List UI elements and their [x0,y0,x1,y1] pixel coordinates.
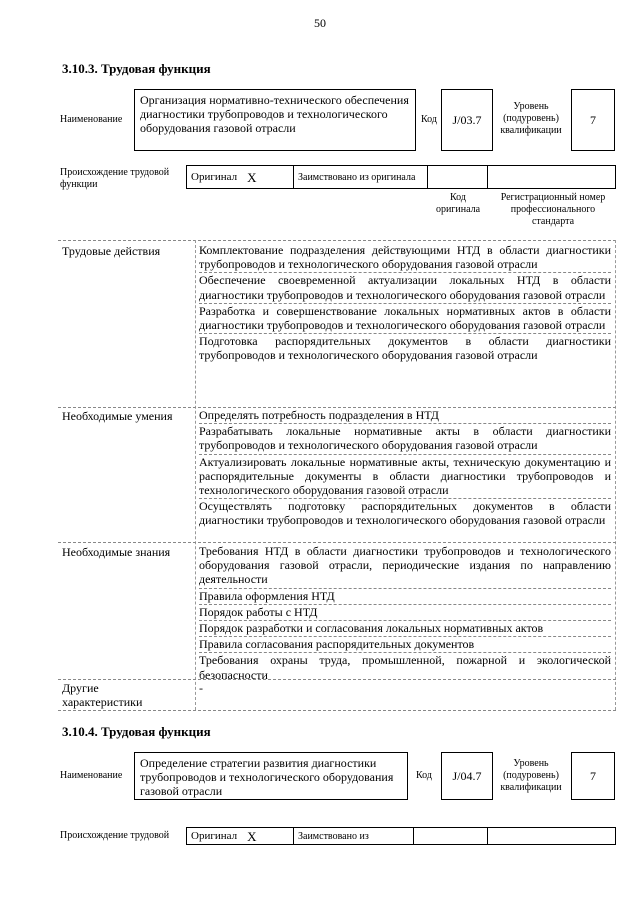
row-label-knowledge: Необходимые знания [62,545,171,559]
code-label: Код [416,770,432,781]
name-label: Наименование [60,770,123,781]
page-number: 50 [314,16,326,30]
code-original-cell [414,828,488,844]
list-item: Осуществлять подготовку распорядительных документов в области диагностики трубопроводов и технологического оборудования газовой отрасли [199,499,611,528]
level-box: 7 [571,89,615,151]
code-label: Код [421,114,437,125]
list-item: Требования охраны труда, промышленной, пожарной и экологической безопасности [199,653,611,682]
list-item: Обеспечение своевременной актуализации локальных НТД в области диагностики трубопроводов и технологического оборудования газовой отрасли [199,273,611,303]
list-item: Порядок работы с НТД [199,605,611,621]
list-item: Разработка и совершенствование локальных нормативных актов в области диагностики трубопроводов и технологического оборудования газовой отрасли [199,304,611,334]
table-top-border [58,240,616,241]
row-separator [58,542,616,543]
list-item: Разрабатывать локальные нормативные акты в области диагностики трубопроводов и технологического оборудования газовой отрасли [199,424,611,454]
origin-table [186,165,616,189]
list-item: Подготовка распорядительных документов в области диагностики трубопроводов и технологического оборудования газовой отрасли [199,334,611,363]
original-cell [187,828,294,844]
level-box: 7 [571,752,615,800]
original-mark: X [247,828,257,844]
list-item: Требования НТД в области диагностики трубопроводов и технологического оборудования газовой отрасли, периодические издания по направлению деятельности [199,544,611,589]
table-bottom-border [58,710,616,711]
skills-list [199,408,611,529]
code-original-cell [428,166,488,188]
origin-label: Происхождение трудовой функции [60,167,170,190]
section-title: 3.10.3. Трудовая функция [62,61,211,76]
row-separator [58,679,616,680]
borrowed-cell: Заимствовано из [294,828,414,844]
reg-number-label: Регистрационный номер профессионального стандарта [500,192,606,227]
code-box: J/03.7 [441,89,493,151]
table-column-divider [195,240,196,710]
origin-table [186,827,616,845]
code-box: J/04.7 [441,752,493,800]
list-item: Правила оформления НТД [199,589,611,605]
list-item: Комплектование подразделения действующими НТД в области диагностики трубопроводов и технологического оборудования газовой отрасли [199,243,611,273]
other-value: - [199,681,203,695]
row-label-other: Другие характеристики [62,681,143,709]
code-original-label: Код оригинала [435,192,481,215]
row-label-actions: Трудовые действия [62,244,161,258]
original-cell [187,166,294,188]
reg-number-cell [488,828,615,844]
list-item: Определять потребность подразделения в НТД [199,408,611,424]
list-item: Актуализировать локальные нормативные акты, техническую документацию и распорядительные документы в области диагностики трубопроводов и технологического оборудования газовой отрасли [199,455,611,500]
function-name-box: Организация нормативно-технического обеспечения диагностики трубопроводов и технологического оборудования газовой отрасли [134,89,416,151]
function-name-box: Определение стратегии развития диагностики трубопроводов и технологического оборудования газовой отрасли [134,752,408,800]
original-mark: X [247,169,257,185]
original-label: Оригинал [191,829,238,842]
original-label: Оригинал [191,170,238,183]
borrowed-cell: Заимствовано из оригинала [294,166,428,188]
level-label: Уровень (подуровень) квалификации [500,101,562,136]
origin-label: Происхождение трудовой [60,830,170,841]
reg-number-cell [488,166,615,188]
actions-list [199,243,611,364]
list-item: Правила согласования распорядительных документов [199,637,611,653]
section-title: 3.10.4. Трудовая функция [62,724,211,739]
name-label: Наименование [60,114,123,125]
table-right-border [615,240,616,710]
knowledge-list [199,544,611,683]
row-label-skills: Необходимые умения [62,409,173,423]
level-label: Уровень (подуровень) квалификации [500,758,562,793]
list-item: Порядок разработки и согласования локальных нормативных актов [199,621,611,637]
